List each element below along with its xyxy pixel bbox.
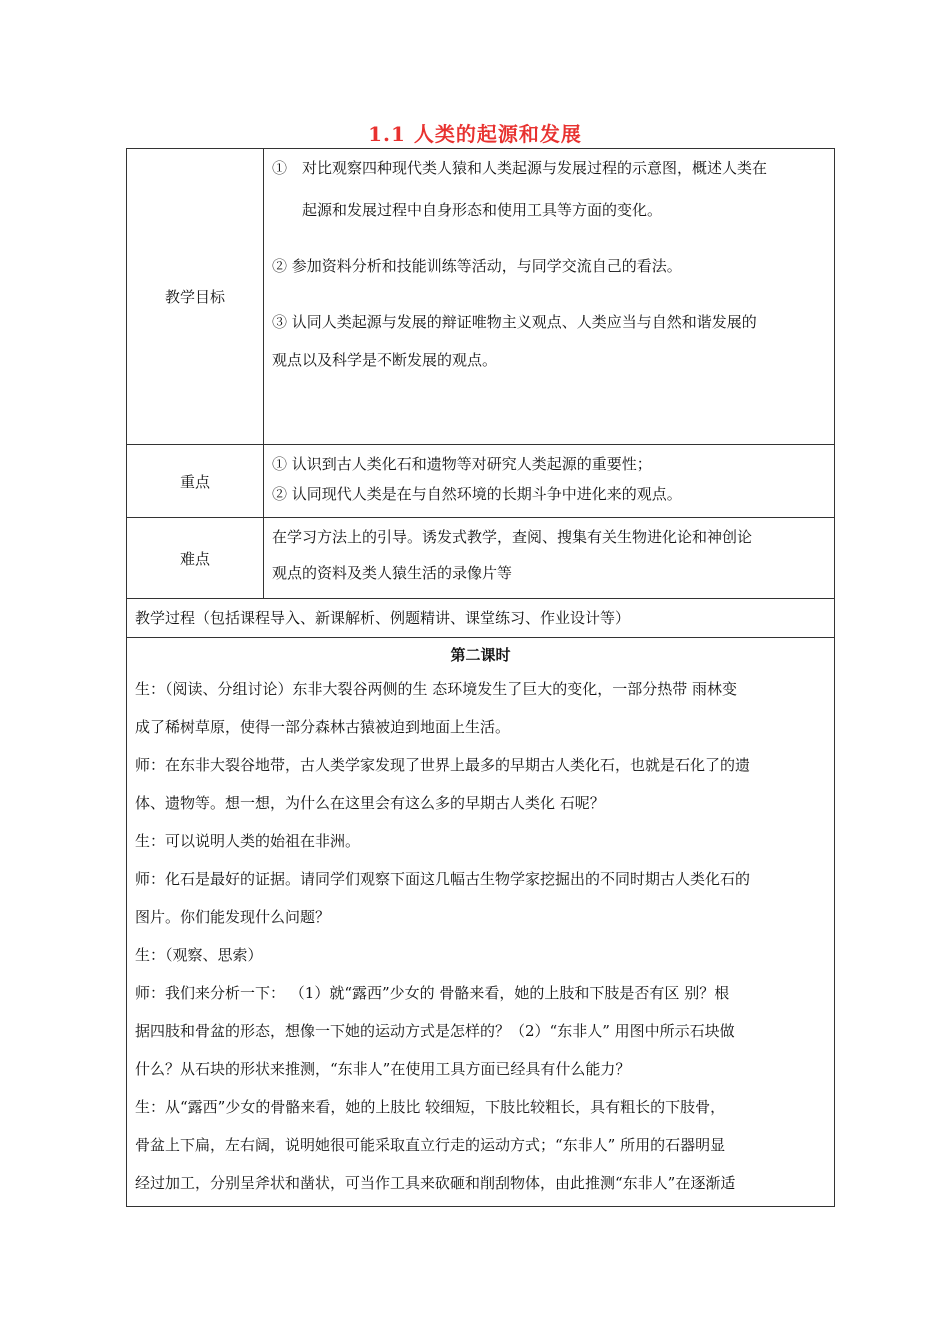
lesson-line: 骨盆上下扁，左右阔，说明她很可能采取直立行走的运动方式；“东非人” 所用的石器明显 — [135, 1136, 726, 1154]
lesson-line: 据四肢和骨盆的形态，想像一下她的运动方式是怎样的？（2）“东非人” 用图中所示石块做 — [135, 1022, 735, 1040]
difficulties-label: 难点 — [127, 518, 264, 599]
key-point-2: ② 认同现代人类是在与自然环境的长期斗争中进化来的观点。 — [272, 485, 682, 503]
lesson-heading: 第二课时 — [450, 646, 511, 664]
lesson-line: 体、遗物等。想一想，为什么在这里会有这么多的早期古人类化 石呢？ — [135, 794, 605, 812]
lesson-line: 什么？从石块的形状来推测，“东非人”在使用工具方面已经具有什么能力？ — [135, 1060, 631, 1078]
lesson-line: 师：在东非大裂谷地带，古人类学家发现了世界上最多的早期古人类化石，也就是石化了的遗 — [135, 756, 751, 774]
lesson-line: 师：化石是最好的证据。请同学们观察下面这几幅古生物学家挖掘出的不同时期古人类化石的 — [135, 870, 751, 888]
lesson-line: 生：可以说明人类的始祖在非洲。 — [135, 832, 361, 850]
difficulties-row — [127, 518, 835, 599]
objectives-content — [264, 149, 835, 445]
objective-1-line-1: ① 对比观察四种现代类人猿和人类起源与发展过程的示意图，概述人类在 — [272, 159, 768, 177]
lesson-body — [127, 638, 835, 1207]
lesson-lines — [135, 670, 826, 1202]
key-points-row — [127, 445, 835, 518]
difficulties-content — [264, 518, 835, 599]
lesson-line: 生：从“露西”少女的骨骼来看，她的上肢比 较细短，下肢比较粗长，具有粗长的下肢骨， — [135, 1098, 726, 1116]
lesson-line: 生：（观察、思索） — [135, 946, 263, 964]
difficulty-line-1: 在学习方法上的引导。诱发式教学，查阅、搜集有关生物进化论和神创论 — [272, 528, 753, 546]
objective-2: ② 参加资料分析和技能训练等活动，与同学交流自己的看法。 — [272, 257, 682, 275]
lesson-line: 经过加工，分别呈斧状和凿状，可当作工具来砍砸和削刮物体，由此推测“东非人”在逐渐适 — [135, 1174, 736, 1192]
lesson-line: 图片。你们能发现什么问题？ — [135, 908, 331, 926]
objective-3-line-2: 观点以及科学是不断发展的观点。 — [272, 351, 498, 369]
key-points-label: 重点 — [127, 445, 264, 518]
process-header — [127, 599, 835, 638]
objectives-row — [127, 149, 835, 445]
process-header-row — [127, 599, 835, 638]
key-points-content — [264, 445, 835, 518]
key-point-1: ① 认识到古人类化石和遗物等对研究人类起源的重要性； — [272, 455, 652, 473]
objectives-label: 教学目标 — [127, 149, 264, 445]
objective-3-line-1: ③ 认同人类起源与发展的辩证唯物主义观点、人类应当与自然和谐发展的 — [272, 313, 757, 331]
lesson-body-row — [127, 638, 835, 1207]
lesson-line: 成了稀树草原，使得一部分森林古猿被迫到地面上生活。 — [135, 718, 511, 736]
objective-1-line-2: 起源和发展过程中自身形态和使用工具等方面的变化。 — [302, 201, 663, 219]
page-title: 1.1 人类的起源和发展 — [368, 122, 582, 146]
lesson-plan-table — [126, 148, 835, 1207]
process-header-text: 教学过程（包括课程导入、新课解析、例题精讲、课堂练习、作业设计等） — [135, 609, 631, 627]
difficulty-line-2: 观点的资料及类人猿生活的录像片等 — [272, 564, 513, 582]
lesson-line: 生：（阅读、分组讨论）东非大裂谷两侧的生 态环境发生了巨大的变化，一部分热带 雨林变 — [135, 680, 738, 698]
lesson-line: 师：我们来分析一下： （1）就“露西”少女的 骨骼来看，她的上肢和下肢是否有区 别？根 — [135, 984, 730, 1002]
